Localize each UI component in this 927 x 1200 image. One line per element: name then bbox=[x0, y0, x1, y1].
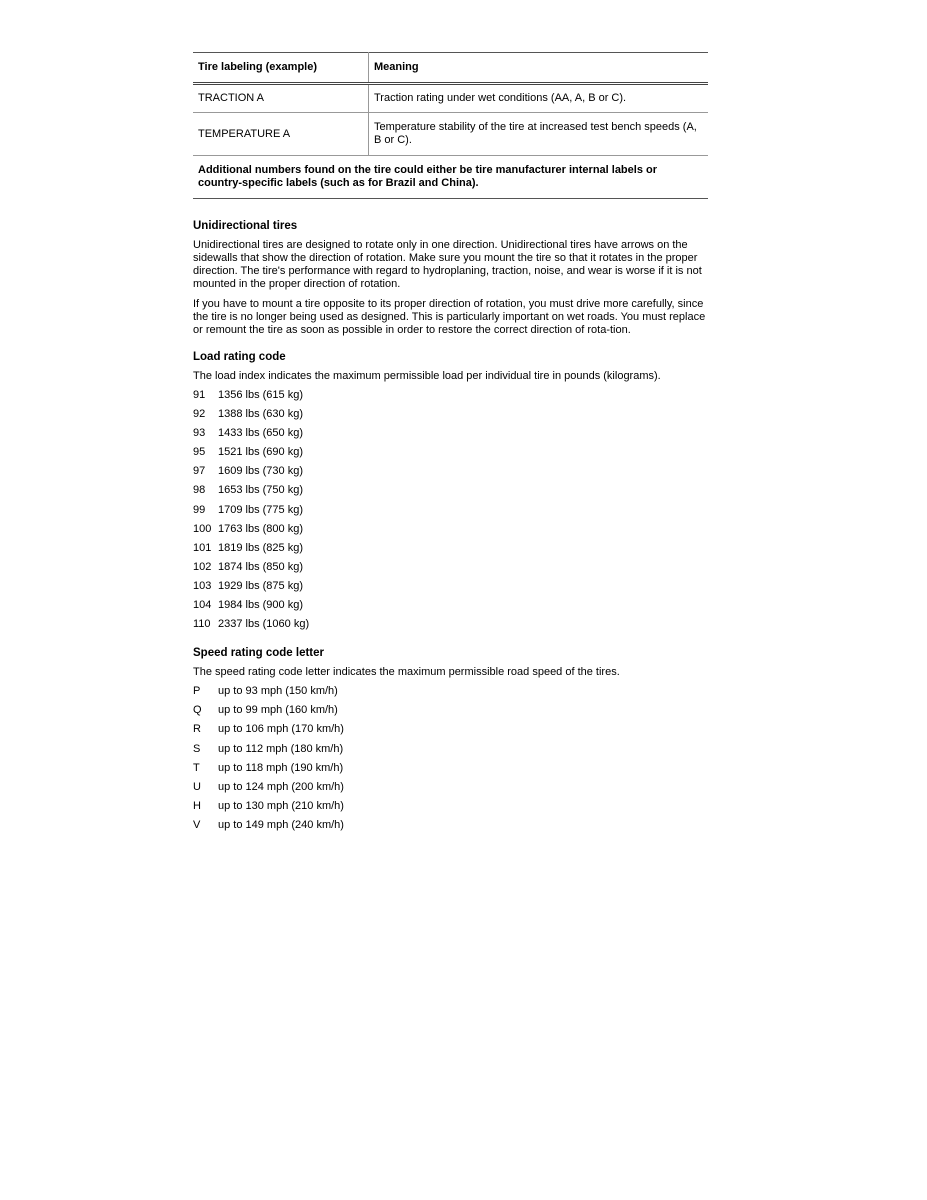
list-item-value: 1609 lbs (730 kg) bbox=[218, 465, 303, 478]
list-item-value: 1521 lbs (690 kg) bbox=[218, 446, 303, 459]
list-item-value: up to 112 mph (180 km/h) bbox=[218, 742, 344, 755]
table-cell: TEMPERATURE A bbox=[193, 113, 369, 156]
list-item-code: S bbox=[193, 742, 201, 755]
unidirectional-heading: Unidirectional tires bbox=[193, 220, 298, 232]
list-item-value: 1819 lbs (825 kg) bbox=[218, 541, 303, 554]
list-item-code: 99 bbox=[193, 503, 206, 516]
list-item bbox=[193, 542, 708, 561]
list-item-code: 93 bbox=[193, 427, 206, 440]
list-item bbox=[193, 743, 708, 762]
table-note-row bbox=[193, 156, 708, 199]
list-item-code: R bbox=[193, 723, 201, 736]
list-item bbox=[193, 580, 708, 599]
list-item-code: 102 bbox=[193, 560, 212, 573]
list-item-code: 91 bbox=[193, 389, 206, 401]
list-item-code: 92 bbox=[193, 408, 206, 421]
table-note: Additional numbers found on the tire could either be tire manufacturer internal labels or country-specific labels (such as for Brazil and China). bbox=[193, 156, 708, 199]
list-item-value: 1763 lbs (800 kg) bbox=[218, 522, 303, 535]
list-item-value: up to 149 mph (240 km/h) bbox=[218, 818, 344, 831]
list-item bbox=[193, 484, 708, 503]
list-item-code: H bbox=[193, 799, 201, 812]
list-item-code: T bbox=[193, 761, 200, 774]
list-item-value: up to 118 mph (190 km/h) bbox=[218, 761, 344, 774]
list-item-value: up to 124 mph (200 km/h) bbox=[218, 780, 344, 793]
load-rating-heading: Load rating code bbox=[193, 351, 286, 363]
list-item bbox=[193, 762, 708, 781]
list-item-value: 1356 lbs (615 kg) bbox=[218, 389, 303, 401]
list-item bbox=[193, 427, 708, 446]
list-item bbox=[193, 599, 708, 618]
list-item-value: up to 106 mph (170 km/h) bbox=[218, 723, 344, 736]
list-item bbox=[193, 685, 708, 704]
list-item-code: Q bbox=[193, 704, 202, 717]
list-item-code: 98 bbox=[193, 484, 206, 497]
speed-rating-list bbox=[193, 685, 708, 838]
list-item-code: 110 bbox=[193, 618, 211, 631]
list-item-code: 101 bbox=[193, 541, 212, 554]
list-item bbox=[193, 504, 708, 523]
list-item-code: 100 bbox=[193, 522, 212, 535]
speed-rating-intro: The speed rating code letter indicates the maximum permissible road speed of the tires. bbox=[193, 666, 620, 679]
list-item bbox=[193, 523, 708, 542]
list-item bbox=[193, 389, 708, 408]
list-item-value: 2337 lbs (1060 kg) bbox=[218, 618, 310, 631]
list-item bbox=[193, 800, 708, 819]
list-item-value: 1709 lbs (775 kg) bbox=[218, 503, 303, 516]
list-item-value: up to 93 mph (150 km/h) bbox=[218, 685, 338, 698]
table-header-cell: Tire labeling (example) bbox=[193, 53, 369, 84]
list-item-value: 1653 lbs (750 kg) bbox=[218, 484, 303, 497]
load-rating-list bbox=[193, 389, 708, 637]
page-content bbox=[193, 52, 708, 838]
list-item-value: 1433 lbs (650 kg) bbox=[218, 427, 303, 440]
list-item-code: 97 bbox=[193, 465, 206, 478]
table-header-row bbox=[193, 53, 708, 84]
list-item bbox=[193, 408, 708, 427]
list-item-code: 95 bbox=[193, 446, 206, 459]
tire-labeling-table bbox=[193, 52, 708, 199]
list-item-value: 1388 lbs (630 kg) bbox=[218, 408, 303, 421]
list-item bbox=[193, 446, 708, 465]
unidirectional-paragraph-1: Unidirectional tires are designed to rotate only in one direction. Unidirectional tires have arrows on the sidewalls that show the direction of rotation. Make sure you mount the tire so that it rotates in the proper direction. The tire's performance with regard to hydroplaning, traction, noise, and wear is worse if it is not mounted in the proper direction of rotation. bbox=[193, 239, 702, 290]
list-item bbox=[193, 819, 708, 838]
table-cell: Temperature stability of the tire at increased test bench speeds (A, B or C). bbox=[369, 113, 709, 156]
list-item bbox=[193, 561, 708, 580]
list-item-code: 104 bbox=[193, 599, 212, 612]
list-item bbox=[193, 723, 708, 742]
list-item-code: P bbox=[193, 685, 201, 698]
list-item-code: V bbox=[193, 818, 201, 831]
list-item bbox=[193, 704, 708, 723]
table-cell: TRACTION A bbox=[193, 84, 369, 113]
table-row bbox=[193, 84, 708, 113]
list-item-value: 1874 lbs (850 kg) bbox=[218, 560, 303, 573]
list-item-code: U bbox=[193, 780, 201, 793]
list-item-code: 103 bbox=[193, 579, 212, 592]
table-row bbox=[193, 113, 708, 156]
table-cell: Traction rating under wet conditions (AA, A, B or C). bbox=[369, 84, 709, 113]
list-item-value: up to 99 mph (160 km/h) bbox=[218, 704, 338, 717]
list-item-value: up to 130 mph (210 km/h) bbox=[218, 799, 344, 812]
unidirectional-paragraph-2: If you have to mount a tire opposite to its proper direction of rotation, you must drive more carefully, since the tire is no longer being used as designed. This is particularly important on wet roads. You must replace or remount the tire as soon as possible in order to restore the correct direction of rota-tion. bbox=[193, 298, 706, 336]
load-rating-intro: The load index indicates the maximum permissible load per individual tire in pounds (kilograms). bbox=[193, 370, 661, 382]
list-item-value: 1984 lbs (900 kg) bbox=[218, 599, 303, 612]
list-item bbox=[193, 618, 708, 637]
speed-rating-heading: Speed rating code letter bbox=[193, 647, 325, 660]
table-header-cell: Meaning bbox=[369, 53, 709, 84]
list-item bbox=[193, 781, 708, 800]
list-item-value: 1929 lbs (875 kg) bbox=[218, 579, 303, 592]
list-item bbox=[193, 465, 708, 484]
